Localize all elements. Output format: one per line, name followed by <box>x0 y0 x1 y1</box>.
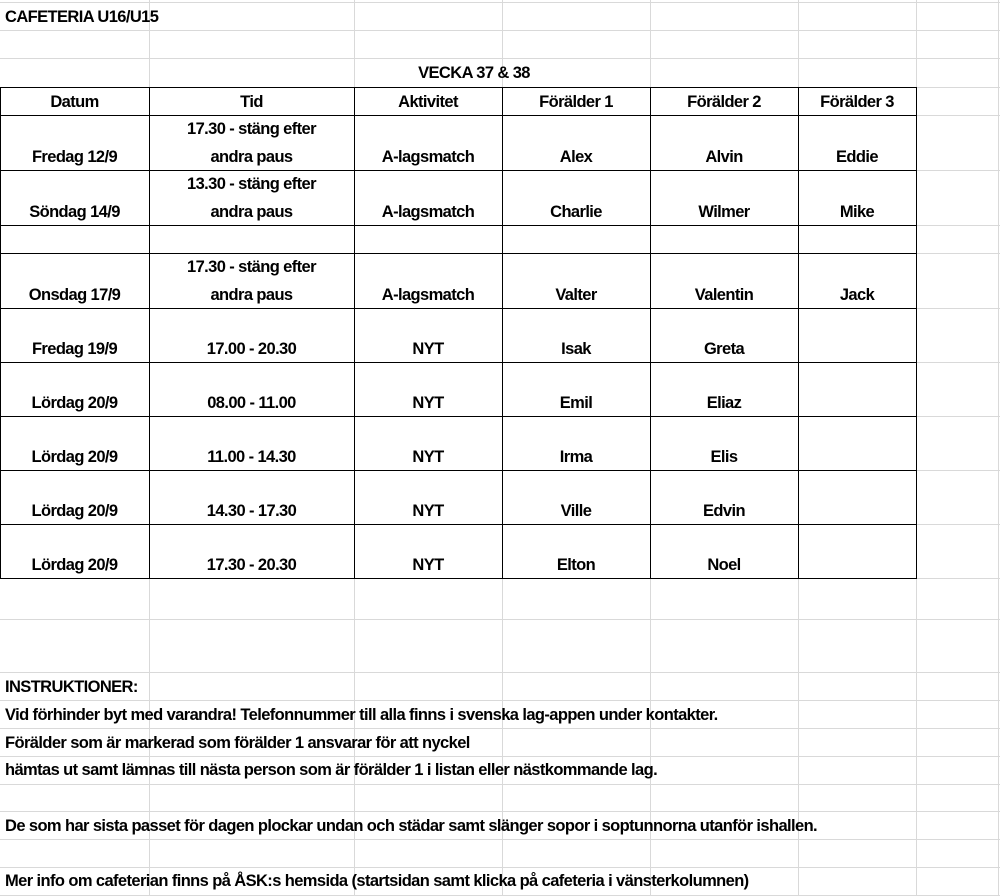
cell-parent-2[interactable]: Noel <box>707 556 741 574</box>
cell-parent-2[interactable]: Edvin <box>703 502 745 520</box>
gridline-horizontal <box>0 756 1000 757</box>
cell-time[interactable]: 13.30 - stäng efter andra paus <box>187 175 316 221</box>
cell-parent-1[interactable]: Ville <box>560 502 592 520</box>
gridline-horizontal <box>0 728 1000 729</box>
gridline-horizontal <box>0 784 1000 785</box>
week-label[interactable]: VECKA 37 & 38 <box>418 64 530 82</box>
instruction-line[interactable]: Förälder som är markerad som förälder 1 ansvarar för att nyckel <box>5 734 470 752</box>
gridline-horizontal <box>0 811 1000 812</box>
header-parent-1[interactable]: Förälder 1 <box>539 93 613 111</box>
cell-date[interactable]: Lördag 20/9 <box>31 502 118 520</box>
header-parent-2[interactable]: Förälder 2 <box>687 93 761 111</box>
cell-activity[interactable]: NYT <box>412 340 444 358</box>
gridline-horizontal <box>0 30 1000 31</box>
instruction-line[interactable]: Vid förhinder byt med varandra! Telefonnummer till alla finns i svenska lag-appen under kontakter. <box>5 706 718 724</box>
cell-activity[interactable]: NYT <box>412 394 444 412</box>
sheet-title[interactable]: CAFETERIA U16/U15 <box>5 8 159 26</box>
table-border-horizontal <box>0 308 917 309</box>
header-date[interactable]: Datum <box>50 93 99 111</box>
cell-time[interactable]: 11.00 - 14.30 <box>207 448 296 466</box>
instruction-line[interactable]: hämtas ut samt lämnas till nästa person som är förälder 1 i listan eller nästkommande lag. <box>5 761 658 779</box>
table-border-horizontal <box>0 253 917 254</box>
header-activity[interactable]: Aktivitet <box>398 93 458 111</box>
cell-activity[interactable]: NYT <box>412 556 444 574</box>
table-border-horizontal <box>0 170 917 171</box>
instruction-line[interactable]: Mer info om cafeterian finns på ÅSK:s hemsida (startsidan samt klicka på cafeteria i vänsterkolumnen) <box>5 872 749 890</box>
table-border-horizontal <box>0 225 917 226</box>
cell-time[interactable]: 17.00 - 20.30 <box>206 340 297 358</box>
table-border-vertical <box>650 87 651 579</box>
cell-activity[interactable]: A-lagsmatch <box>381 286 475 304</box>
cell-parent-1[interactable]: Charlie <box>550 203 602 221</box>
cell-parent-1[interactable]: Irma <box>559 448 593 466</box>
table-border-vertical <box>0 87 1 579</box>
table-border-horizontal <box>0 524 917 525</box>
header-time[interactable]: Tid <box>240 93 263 111</box>
table-border-vertical <box>798 87 799 579</box>
gridline-horizontal <box>0 867 1000 868</box>
cell-time[interactable]: 17.30 - 20.30 <box>206 556 297 574</box>
table-border-horizontal <box>0 578 917 579</box>
gridline-horizontal <box>0 700 1000 701</box>
table-border-horizontal <box>0 87 917 88</box>
cell-parent-2[interactable]: Wilmer <box>698 203 750 221</box>
table-border-vertical <box>502 87 503 579</box>
cell-parent-1[interactable]: Elton <box>556 556 596 574</box>
cell-time[interactable]: 17.30 - stäng efter andra paus <box>187 258 316 304</box>
cell-date[interactable]: Lördag 20/9 <box>31 394 118 412</box>
cell-time[interactable]: 17.30 - stäng efter andra paus <box>187 120 316 166</box>
cell-parent-1[interactable]: Valter <box>555 286 597 304</box>
cell-activity[interactable]: A-lagsmatch <box>381 203 475 221</box>
cell-parent-2[interactable]: Greta <box>703 340 745 358</box>
cell-time[interactable]: 08.00 - 11.00 <box>207 394 296 412</box>
cell-parent-2[interactable]: Valentin <box>694 286 754 304</box>
cell-activity[interactable]: NYT <box>412 502 444 520</box>
table-border-vertical <box>354 87 355 579</box>
cell-parent-3[interactable]: Eddie <box>836 148 878 166</box>
cell-date[interactable]: Söndag 14/9 <box>29 203 120 221</box>
table-border-vertical <box>149 87 150 579</box>
table-border-horizontal <box>0 362 917 363</box>
cell-date[interactable]: Fredag 19/9 <box>31 340 118 358</box>
cell-date[interactable]: Lördag 20/9 <box>31 556 118 574</box>
table-border-horizontal <box>0 115 917 116</box>
cell-date[interactable]: Fredag 12/9 <box>31 148 118 166</box>
cell-parent-1[interactable]: Alex <box>559 148 593 166</box>
cell-activity[interactable]: A-lagsmatch <box>381 148 475 166</box>
header-parent-3[interactable]: Förälder 3 <box>820 93 894 111</box>
cell-activity[interactable]: NYT <box>412 448 444 466</box>
cell-parent-3[interactable]: Jack <box>839 286 875 304</box>
gridline-horizontal <box>0 2 1000 3</box>
instruction-line[interactable]: De som har sista passet för dagen plockar undan och städar samt slänger sopor i soptunnorna utanför ishallen. <box>5 817 818 835</box>
gridline-horizontal <box>0 619 1000 620</box>
cell-parent-1[interactable]: Emil <box>559 394 593 412</box>
cell-date[interactable]: Lördag 20/9 <box>31 448 118 466</box>
cell-parent-2[interactable]: Alvin <box>705 148 743 166</box>
gridline-horizontal <box>0 672 1000 673</box>
gridline-horizontal <box>0 58 1000 59</box>
cell-parent-2[interactable]: Eliaz <box>706 394 742 412</box>
cell-parent-1[interactable]: Isak <box>561 340 591 358</box>
cell-parent-3[interactable]: Mike <box>839 203 875 221</box>
cell-date[interactable]: Onsdag 17/9 <box>28 286 121 304</box>
instructions-heading[interactable]: INSTRUKTIONER: <box>5 678 138 696</box>
cell-parent-2[interactable]: Elis <box>710 448 738 466</box>
table-border-horizontal <box>0 416 917 417</box>
gridline-vertical <box>998 0 999 896</box>
table-border-horizontal <box>0 470 917 471</box>
cell-time[interactable]: 14.30 - 17.30 <box>206 502 297 520</box>
gridline-horizontal <box>0 839 1000 840</box>
table-border-vertical <box>916 87 917 579</box>
